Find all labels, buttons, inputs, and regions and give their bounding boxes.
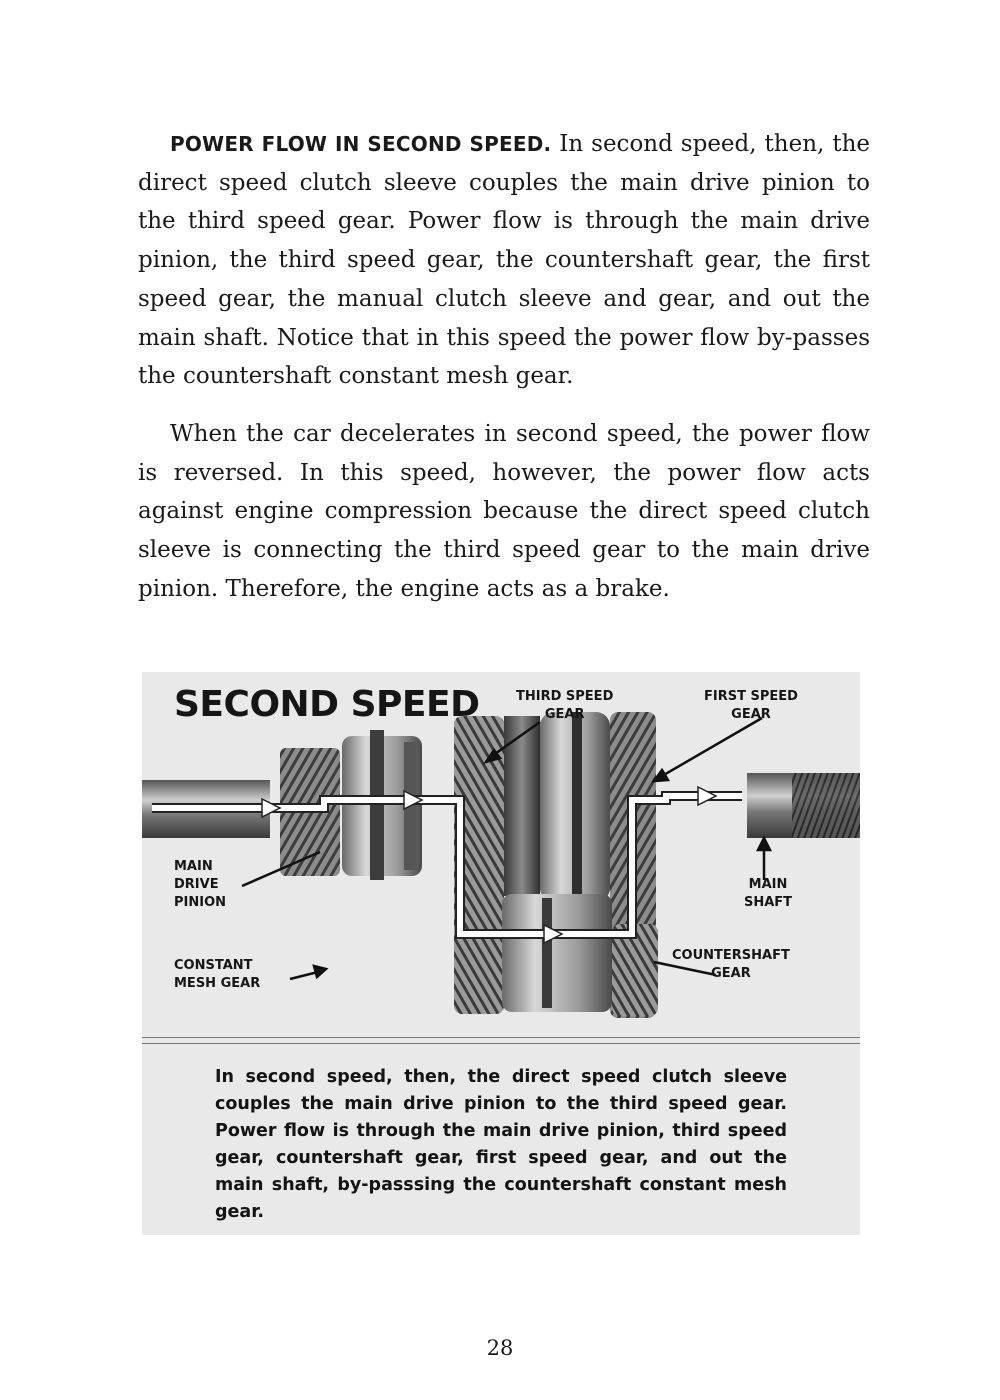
caption-divider xyxy=(142,1037,860,1044)
label-third-speed-gear: THIRD SPEED GEAR xyxy=(516,689,614,722)
page-number: 28 xyxy=(486,1336,514,1360)
figure-title: SECOND SPEED xyxy=(174,684,480,725)
figure-caption: In second speed, then, the direct speed clutch sleeve couples the main drive pinion to the third speed gear. Power flow is through the main drive pinion, third speed gear, countershaft gear, first speed gear, and out the main shaft, by-passsing the countershaft constant mesh gear. xyxy=(215,1067,787,1222)
label-main-drive-pinion: MAIN DRIVE PINION xyxy=(174,859,227,910)
label-main-shaft: MAIN SHAFT xyxy=(744,877,793,910)
label-constant-mesh-gear: CONSTANT MESH GEAR xyxy=(174,958,261,991)
paragraph-text: In second speed, then, the direct speed clutch sleeve couples the main drive pinion to the third speed gear. Power flow is through the main drive pinion, the third speed gear, the countershaft gear, the first speed gear, the manual clutch sleeve and gear, and out the main shaft. Notice that in this speed the power flow by-passes the countershaft constant mesh gear. xyxy=(138,131,870,390)
countershaft-cluster xyxy=(502,894,612,1012)
label-first-speed-gear: FIRST SPEED GEAR xyxy=(704,689,798,722)
label-countershaft-gear: COUNTERSHAFT GEAR xyxy=(672,948,790,981)
output-shaft-thread xyxy=(792,773,860,838)
flow-arrow-4 xyxy=(698,787,716,805)
flow-arrow-1 xyxy=(262,799,280,817)
paragraph-power-flow-second-speed xyxy=(138,125,870,396)
figure-second-speed xyxy=(142,672,860,1235)
paragraph-heading: POWER FLOW IN SECOND SPEED. xyxy=(170,132,552,156)
paragraph-deceleration: When the car decelerates in second speed, the power flow is reversed. In this speed, however, the power flow acts against engine compression because the direct speed clutch sleeve is connecting the third speed gear to the main drive pinion. Therefore, the engine acts as a brake. xyxy=(138,421,870,602)
